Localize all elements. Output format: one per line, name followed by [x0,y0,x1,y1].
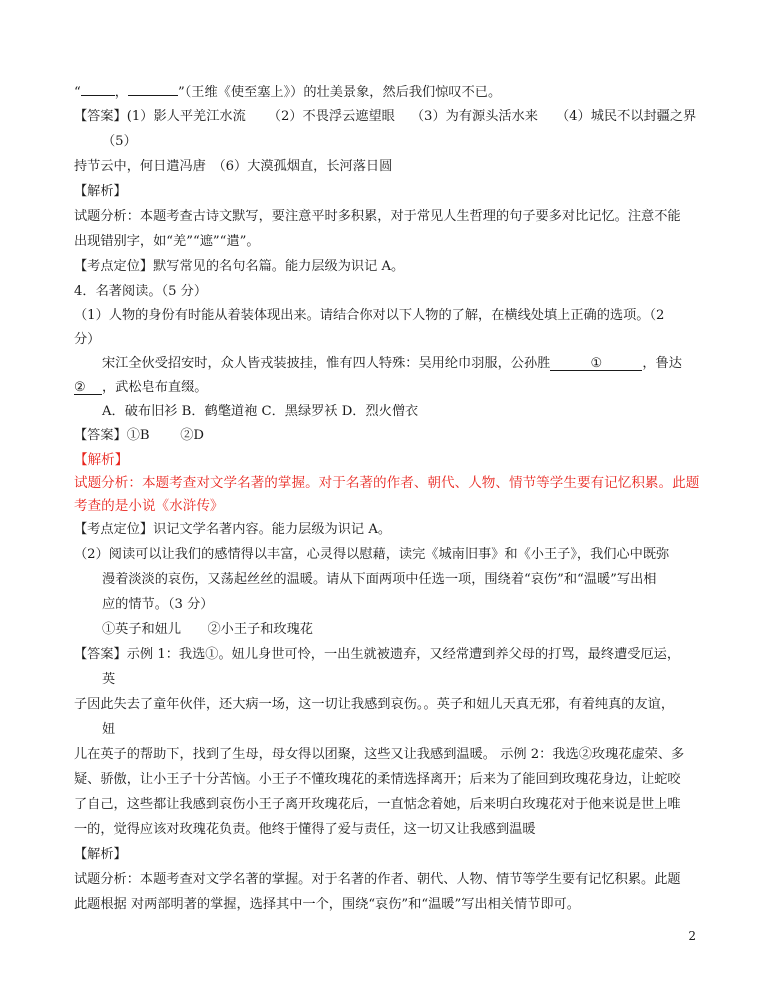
answer-text: 儿在英子的帮助下，找到了生母，母女得以团聚，这些又让我感到温暖。 示例 2：我选②玫瑰花虚荣、多 [74,747,685,762]
answer-tag: 【答案】 [74,109,127,124]
answer-text: 子因此失去了童年伙伴，还大病一场，这一切让我感到哀伤。。英子和妞儿天真无邪，有着纯真的友谊， [74,697,675,712]
question-text: （2）阅读可以让我们的感情得以丰富，心灵得以慰藉，读完《城南旧事》和《小王子》，我们心中既弥 [74,547,670,562]
answer-text: 一的，觉得应该对玫瑰花负责。他终于懂得了爱与责任，这一切又让我感到温暖 [74,822,536,837]
question-text: 漫着淡淡的哀伤，又荡起丝丝的温暖。请从下面两项中任选一项，围绕着“哀伤”和“温暖”写出相 [102,572,657,587]
question-text: 分） [74,332,101,347]
kaodian-line: 【考点定位】识记文学名著内容。能力层级为识记 A。 [74,522,392,537]
answer-item: （3）为有源头活水来 [410,109,538,124]
poem-fill-line [74,80,501,102]
answer-item: （4）城民不以封疆之界 [555,109,697,124]
passage-text: ，武松皂布直缀。 [102,380,208,395]
page-number: 2 [688,929,696,943]
answer-text: 【答案】示例 1：我选①。妞儿身世可怜，一出生就被遗弃，又经常遭到养父母的打骂，最终遭受厄运， [74,647,681,662]
question-text: （1）人物的身份有时能从着装体现出来。请结合你对以下人物的了解，在横线处填上正确的选项。（2 [74,308,665,323]
question-passage [102,355,682,373]
analysis-heading-red: 【解析】 [74,452,129,468]
kaodian-line: 【考点定位】默写常见的名句名篇。能力层级为识记 A。 [74,259,405,274]
analysis-heading: 【解析】 [74,184,127,199]
comma: ， [114,85,128,100]
answer-item-number: （5） [102,134,137,149]
analysis-text-red: 试题分析：本题考查对文学名著的掌握。对于名著的作者、朝代、人物、情节等学生要有记忆积累。此题 [74,475,700,491]
question-passage [74,379,208,397]
quote-open: “ [74,85,81,100]
answer-line [74,108,696,126]
answer-item: （2）不畏浮云遮望眼 [267,109,395,124]
analysis-text: 此题根据 对两部明著的掌握，选择其中一个，围绕“哀伤”和“温暖”写出相关情节即可。 [74,897,580,912]
fill-blank-2: ② [74,379,102,395]
analysis-text-red: 考查的是小说《水浒传》 [74,498,224,514]
question-options: ①英子和妞儿 ②小王子和玫瑰花 [102,622,313,637]
answer-text: 了自己，这些都让我感到哀伤小王子离开玫瑰花后，一直惦念着她，后来明白玫瑰花对于他来说是世上唯 [74,797,681,812]
fill-blank [81,80,115,96]
fill-blank-1: ① [550,355,642,371]
analysis-text: 试题分析：本题考查对文学名著的掌握。对于名著的作者、朝代、人物、情节等学生要有记忆积累。此题 [74,872,681,887]
analysis-heading: 【解析】 [74,847,127,862]
answer-text: 疑、骄傲，让小王子十分苦恼。小王子不懂玫瑰花的柔情选择离开；后来为了能回到玫瑰花身边，让蛇咬 [74,772,681,787]
fill-blank [128,80,178,96]
analysis-text: 试题分析：本题考查古诗文默写，要注意平时多积累，对于常见人生哲理的句子要多对比记忆。注意不能 [74,209,681,224]
line-rest: ”（王维《使至塞上》）的壮美景象，然后我们惊叹不已。 [177,85,502,100]
analysis-text: 出现错别字，如“羌”“遮”“遣”。 [74,234,260,249]
answer-line: 【答案】①B ②D [74,428,204,443]
question-text: 应的情节。（3 分） [102,597,214,612]
answer-text: 英 [102,672,116,687]
passage-text: ，鲁达 [642,356,682,371]
answer-text: 妞 [102,722,116,737]
answer-item: (1）影人平羌江水流 [126,109,246,124]
passage-text: 宋江全伙受招安时，众人皆戎装披挂，惟有四人特殊：吴用纶巾羽服，公孙胜 [102,356,551,371]
answer-line: 持节云中，何日遣冯唐 （6）大漠孤烟直，长河落日圆 [74,159,393,174]
question-title: 4．名著阅读。（5 分） [74,284,208,299]
question-options: A．破布旧衫 B．鹤氅道袍 C．黑绿罗袄 D．烈火僧衣 [102,404,419,419]
